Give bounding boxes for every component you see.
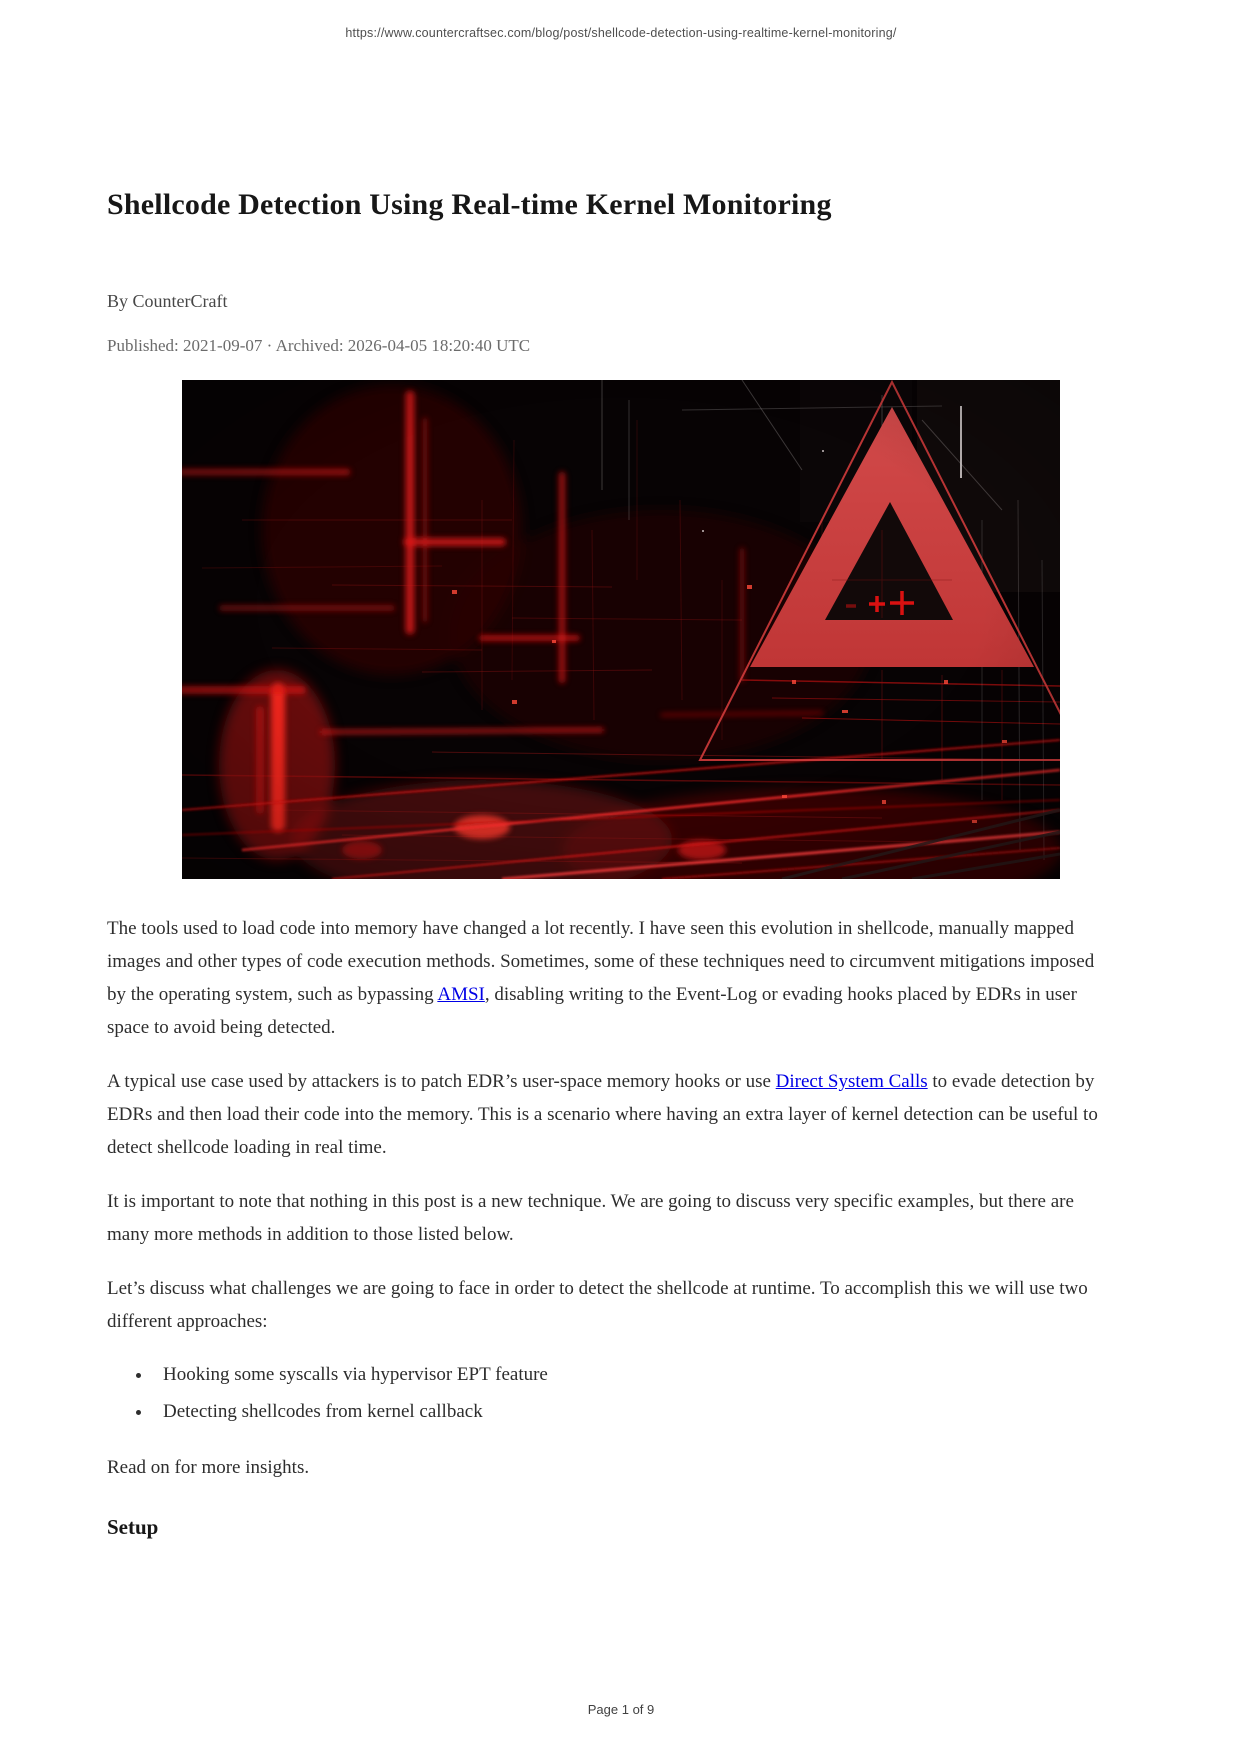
list-item: • Detecting shellcodes from kernel callback (153, 1396, 1103, 1428)
list-item: • Hooking some syscalls via hypervisor EPT feature (153, 1359, 1103, 1391)
paragraph-4: Let’s discuss what challenges we are going to face in order to detect the shellcode at runtime. To accomplish this we will use two different approaches: (107, 1278, 1088, 1332)
direct-system-calls-link[interactable]: Direct System Calls (775, 1071, 928, 1092)
article-published-line: Published: 2021-09-07 · Archived: 2026-04-05 18:20:40 UTC (107, 336, 531, 355)
approach-list (107, 1359, 1135, 1428)
paragraph-2: A typical use case used by attackers is to patch EDR’s user-space memory hooks or use Direct System Calls to evade detection by EDRs and then load their code into the memory. This is a scenario where having an extra layer of kernel detection can be useful to detect shellcode loading in real time. (107, 1071, 1098, 1158)
paragraph-3: It is important to note that nothing in this post is a new technique. We are going to discuss very specific examples, but there are many more methods in addition to those listed below. (107, 1191, 1074, 1245)
section-heading-setup: Setup (107, 1515, 159, 1539)
article (107, 0, 1135, 1541)
paragraph-5: Read on for more insights. (107, 1457, 310, 1478)
amsi-link[interactable]: AMSI (437, 984, 485, 1005)
print-footer (0, 1702, 1242, 1717)
page-number: Page 1 of 9 (587, 1702, 655, 1717)
hero-image (182, 380, 1060, 879)
article-title: Shellcode Detection Using Real-time Kernel Monitoring (107, 188, 832, 221)
article-byline: By CounterCraft (107, 291, 228, 311)
hero-image-graphic (182, 380, 1060, 879)
page-url: https://www.countercraftsec.com/blog/post/shellcode-detection-using-realtime-kernel-monitoring/ (345, 26, 897, 40)
paragraph-1: The tools used to load code into memory have changed a lot recently. I have seen this evolution in shellcode, manually mapped images and other types of code execution methods. Sometimes, some of these techniques need to circumvent mitigations imposed by the operating system, such as bypassing AMSI, disabling writing to the Event-Log or evading hooks placed by EDRs in user space to avoid being detected. (107, 918, 1095, 1038)
